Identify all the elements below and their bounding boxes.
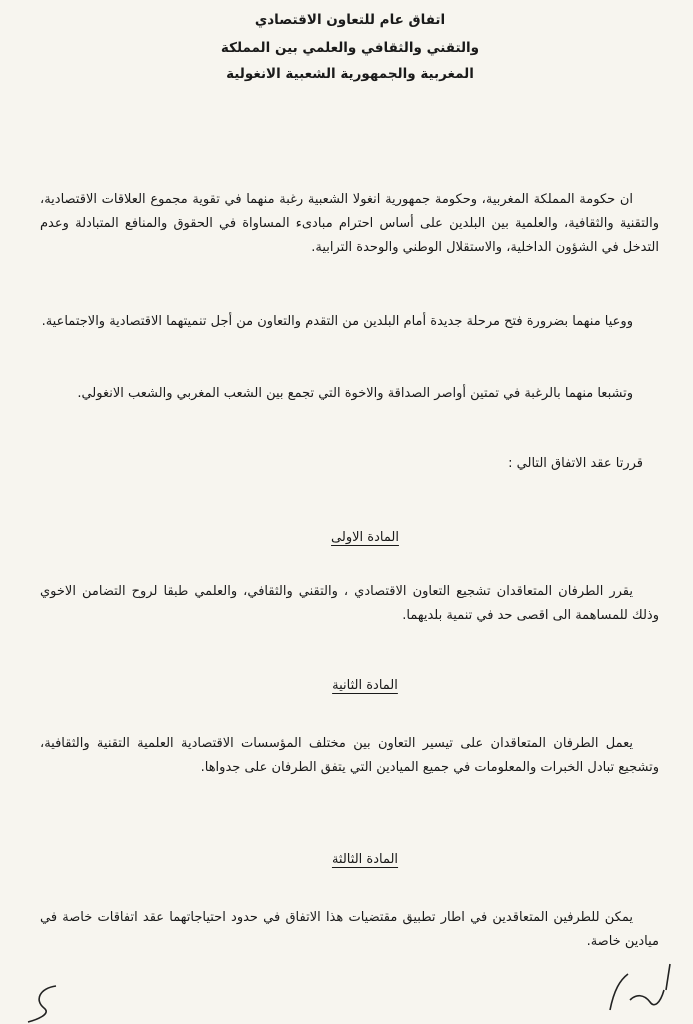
title-line-2: والتقني والثقافي والعلمي بين المملكة	[220, 40, 480, 56]
article-1-paragraph	[40, 580, 659, 628]
decision-line: قررتا عقد الاتفاق التالي :	[508, 456, 643, 471]
preamble-paragraph-1	[40, 188, 659, 260]
article-2-text: يعمل الطرفان المتعاقدان على تيسير التعاون بين مختلف المؤسسات الاقتصادية العلمية التقنية والثقافية، وتشجيع تبادل الخبرات والمعلومات في جميع الميادين التي يتفق الطرفان على جدواها.	[40, 736, 659, 775]
article-1-text: يقرر الطرفان المتعاقدان تشجيع التعاون الاقتصادي ، والتقني والثقافي، والعلمي طبقا لروح التضامن الاخوي وذلك للمساهمة الى اقصى حد في تنمية بلديهما.	[40, 584, 659, 623]
article-3-paragraph	[40, 906, 659, 954]
preamble-3-text: وتشبعا منهما بالرغبة في تمتين أواصر الصداقة والاخوة التي تجمع بين الشعب المغربي والشعب الانغولي.	[77, 386, 633, 401]
preamble-paragraph-2	[40, 310, 659, 334]
preamble-paragraph-3	[40, 382, 659, 406]
article-3-text: يمكن للطرفين المتعاقدين في اطار تطبيق مقتضيات هذا الاتفاق في حدود احتياجاتهما عقد اتفاقات خاصة في ميادين خاصة.	[40, 910, 659, 949]
preamble-2-text: ووعيا منهما بضرورة فتح مرحلة جديدة أمام البلدين من التقدم والتعاون من أجل تنميتهما الاقتصادية والاجتماعية.	[41, 314, 633, 329]
article-2-heading: المادة الثانية	[332, 678, 398, 693]
article-3-heading: المادة الثالثة	[331, 852, 399, 867]
article-2-paragraph	[40, 732, 659, 780]
article-1-heading: المادة الاولى	[331, 530, 399, 545]
title-line-3: المغربية والجمهورية الشعبية الانغولية	[226, 66, 474, 82]
preamble-1-text: ان حكومة المملكة المغربية، وحكومة جمهورية انغولا الشعبية رغبة منهما في تقوية مجموع العلاقات الاقتصادية، والتقنية والثقافية، والعلمية بين البلدين على أساس احترام مبادىء المساواة في الحقوق والمنافع المتبادلة وعدم التدخل في الشؤون الداخلية، والاستقلال الوطني والوحدة الترابية.	[40, 192, 659, 255]
signature-left-mark	[22, 980, 82, 1024]
title-line-1: اتفاق عام للتعاون الاقتصادي	[254, 12, 446, 28]
signature-right-mark	[600, 960, 680, 1020]
